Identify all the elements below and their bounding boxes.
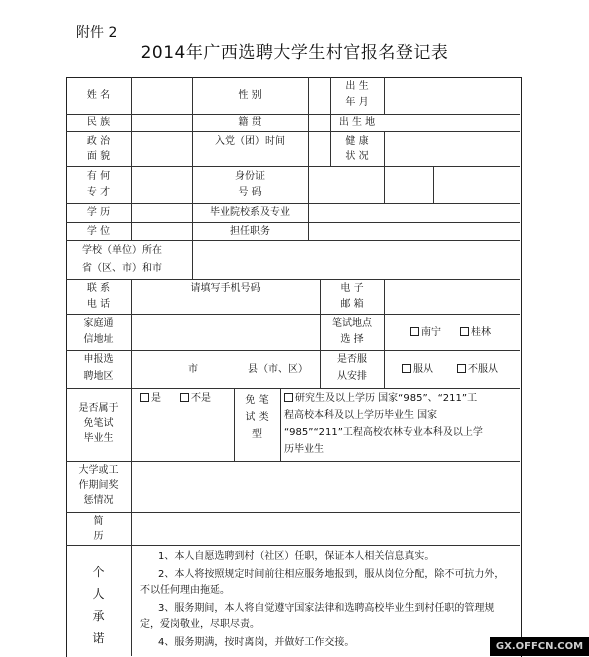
award-label-1: 大学或工: [78, 465, 119, 476]
exempt-desc-4: 历毕业生: [284, 444, 324, 455]
political-label-2: 面 貌: [86, 151, 111, 162]
exempt-desc-3: “985”“211”工程高校农林专业本科及以上学: [284, 427, 483, 438]
school-location-label-2: 省（区、市）和市: [82, 263, 162, 274]
checkbox-icon: [180, 393, 189, 402]
attachment-label: 附件 2: [76, 25, 118, 41]
skill-label-1: 有 何: [86, 171, 111, 182]
pledge-char-2: 人: [92, 587, 105, 601]
checkbox-icon: [457, 364, 466, 373]
obey-label-1: 是否服: [337, 354, 367, 365]
site-watermark: GX.OFFCN.COM: [490, 637, 589, 656]
exempt-option-yes[interactable]: 是: [140, 392, 161, 405]
pledge-item-4: 4、服务期满，按时离岗，并做好工作交接。: [158, 637, 355, 648]
email-label-1: 电 子: [340, 283, 364, 294]
pledge-char-4: 诺: [92, 631, 105, 645]
pledge-item-1: 1、本人自愿选聘到村（社区）任职，保证本人相关信息真实。: [158, 551, 435, 562]
home-address-label-2: 信地址: [83, 334, 114, 345]
exempt-label-2: 免笔试: [83, 418, 114, 429]
exempt-desc-2: 程高校本科及以上学历毕业生 国家: [284, 410, 438, 421]
education-label: 学 历: [86, 207, 111, 218]
party-date-label: 入党（团）时间: [215, 136, 285, 147]
exempt-label-1: 是否属于: [78, 403, 119, 414]
exam-location-label-1: 笔试地点: [332, 318, 372, 329]
pledge-char-1: 个: [92, 565, 105, 579]
exam-option-nanning[interactable]: 南宁: [410, 326, 441, 339]
school-location-label-1: 学校（单位）所在: [82, 245, 162, 256]
county-label: 县（市、区）: [248, 364, 308, 375]
exempt-type-label-3: 型: [252, 429, 262, 440]
form-title: 2014年广西选聘大学生村官报名登记表: [140, 43, 449, 63]
birthplace-label: 出 生 地: [338, 117, 376, 128]
exam-option-guilin[interactable]: 桂林: [460, 326, 491, 339]
position-label: 担任职务: [230, 226, 270, 237]
checkbox-icon: [284, 393, 293, 402]
phone-label-2: 电 话: [86, 299, 111, 310]
pledge-char-3: 承: [92, 609, 105, 623]
obey-option-yes[interactable]: 服从: [402, 363, 433, 376]
ethnicity-label: 民 族: [86, 117, 111, 128]
birth-label-1: 出 生: [345, 81, 369, 92]
exempt-label-3: 毕业生: [83, 433, 114, 444]
native-place-label: 籍 贯: [238, 117, 262, 128]
checkbox-icon: [410, 327, 419, 336]
resume-label-2: 历: [93, 531, 104, 542]
award-label-3: 惩情况: [83, 495, 114, 506]
email-label-2: 邮 箱: [340, 299, 364, 310]
exempt-option-no[interactable]: 不是: [180, 392, 211, 405]
exempt-desc-1: 研究生及以上学历 国家“985”、“211”工: [284, 392, 477, 405]
resume-label-1: 简: [93, 516, 104, 527]
name-label: 姓 名: [86, 90, 111, 101]
school-major-label: 毕业院校系及专业: [210, 207, 290, 218]
pledge-item-2: 2、本人将按照规定时间前往相应服务地报到，服从岗位分配，除不可抗力外，不以任何理由拖延。: [140, 569, 505, 596]
obey-option-no[interactable]: 不服从: [457, 363, 498, 376]
skill-label-2: 专 才: [86, 187, 111, 198]
pledge-item-3: 3、服务期间，本人将自觉遵守国家法律和选聘高校毕业生到村任职的管理规定，爱岗敬业，尽职尽责。: [140, 603, 495, 630]
health-label-2: 状 况: [345, 151, 369, 162]
id-label-2: 号 码: [238, 187, 262, 198]
birth-label-2: 年 月: [345, 97, 369, 108]
degree-label: 学 位: [86, 226, 111, 237]
city-label: 市: [188, 364, 198, 375]
phone-hint: 请填写手机号码: [190, 283, 261, 294]
checkbox-icon: [460, 327, 469, 336]
id-label-1: 身份证: [235, 171, 265, 182]
exempt-type-label-1: 免 笔: [245, 395, 269, 406]
exempt-type-label-2: 试 类: [245, 412, 269, 423]
health-label-1: 健 康: [345, 136, 369, 147]
apply-region-label-1: 申报选: [83, 354, 114, 365]
award-label-2: 作期间奖: [78, 480, 119, 491]
political-label-1: 政 治: [86, 136, 111, 147]
checkbox-icon: [140, 393, 149, 402]
apply-region-label-2: 聘地区: [83, 371, 114, 382]
phone-label-1: 联 系: [86, 283, 111, 294]
home-address-label-1: 家庭通: [83, 318, 114, 329]
exam-location-label-2: 选 择: [340, 334, 364, 345]
gender-label: 性 别: [238, 90, 262, 101]
obey-label-2: 从安排: [337, 371, 367, 382]
checkbox-icon: [402, 364, 411, 373]
